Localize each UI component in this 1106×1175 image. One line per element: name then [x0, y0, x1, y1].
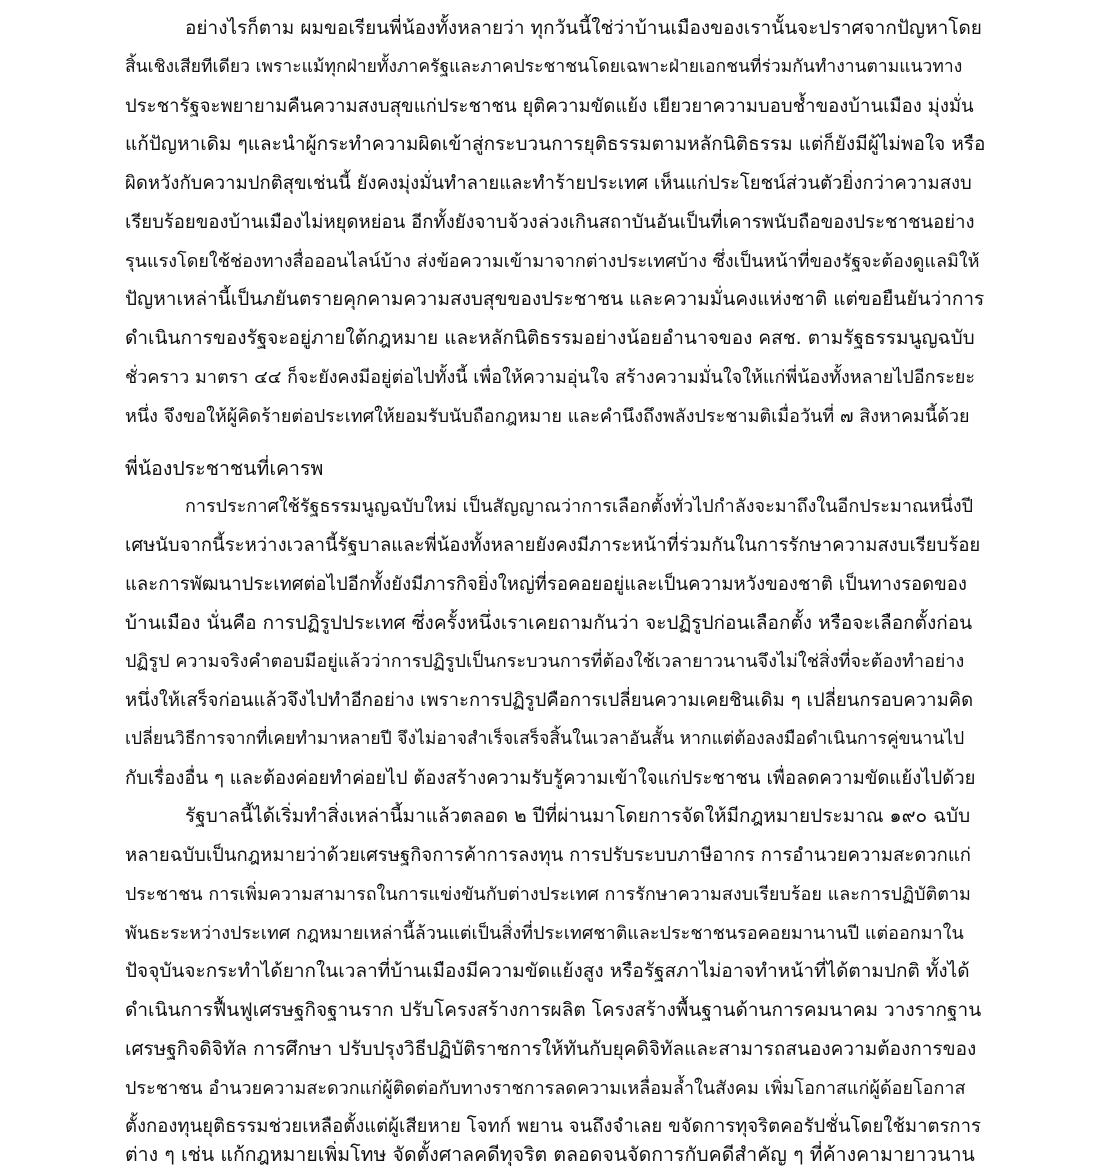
paragraph-3-line-1: รัฐบาลนี้ได้เริ่มทำสิ่งเหล่านี้มาแล้วตลอด ๒ ปีที่ผ่านมาโดยการจัดให้มีกฎหมายประมาณ ๑๙๐ ฉบับ — [185, 805, 971, 827]
paragraph-3-line-3: ประชาชน การเพิ่มความสามารถในการแข่งขันกับต่างประเทศ การรักษาความสงบเรียบร้อย และการปฏิบัติตาม — [125, 884, 971, 905]
paragraph-3-line-4: พันธะระหว่างประเทศ กฎหมายเหล่านี้ล้วนแต่เป็นสิ่งที่ประเทศชาติและประชาชนรอคอยมานานปี แต่ออกมาใน — [125, 923, 964, 944]
paragraph-3-line-5: ปัจจุบันจะกระทำได้ยากในเวลาที่บ้านเมืองมีความขัดแย้งสูง หรือรัฐสภาไม่อาจทำหน้าที่ได้ตามปกติ ทั้งได้ — [125, 960, 970, 982]
paragraph-2-line-7: เปลี่ยนวิธีการจากที่เคยทำมาหลายปี จึงไม่อาจสำเร็จเสร็จสิ้นในเวลาอันสั้น หากแต่ต้องลงมือดำเนินการคู่ขนานไป — [125, 729, 965, 749]
paragraph-1-line-7: รุนแรงโดยใช้ช่องทางสื่อออนไลน์บ้าง ส่งข้อความเข้ามาจากต่างประเทศบ้าง ซึ่งเป็นหน้าที่ของรัฐจะต้องดูแลมิให้ — [125, 251, 980, 272]
paragraph-3-line-6: ดำเนินการฟื้นฟูเศรษฐกิจฐานราก ปรับโครงสร้างการผลิต โครงสร้างพื้นฐานด้านการคมนาคม วางรากฐาน — [125, 999, 982, 1021]
paragraph-3-line-7: เศรษฐกิจดิจิทัล การศึกษา ปรับปรุงวิธีปฏิบัติราชการให้ทันกับยุคดิจิทัลและสามารถสนองความต้องการของ — [125, 1038, 977, 1060]
paragraph-1-line-8: ปัญหาเหล่านี้เป็นภยันตรายคุกคามความสงบสุขของประชาชน และความมั่นคงแห่งชาติ แต่ขอยืนยันว่าการ — [125, 288, 985, 310]
paragraph-2-line-4: บ้านเมือง นั่นคือ การปฏิรูปประเทศ ซึ่งครั้งหนึ่งเราเคยถามกันว่า จะปฏิรูปก่อนเลือกตั้ง หรือจะเลือกตั้งก่อน — [125, 612, 973, 634]
paragraph-1-line-5: ผิดหวังกับความปกติสุขเช่นนี้ ยังคงมุ่งมั่นทำลายและทำร้ายประเทศ เห็นแก่ประโยชน์ส่วนตัวยิ่งกว่าความสงบ — [125, 173, 972, 194]
paragraph-1-line-1: อย่างไรก็ตาม ผมขอเรียนพี่น้องทั้งหลายว่า ทุกวันนี้ใช่ว่าบ้านเมืองของเรานั้นจะปราศจากปัญหาโดย — [185, 17, 982, 39]
paragraph-2-line-1: การประกาศใช้รัฐธรรมนูญฉบับใหม่ เป็นสัญญาณว่าการเลือกตั้งทั่วไปกำลังจะมาถึงในอีกประมาณหนึ่งปี — [185, 496, 974, 517]
paragraph-1-line-6: เรียบร้อยของบ้านเมืองไม่หยุดหย่อน อีกทั้งยังจาบจ้วงล่วงเกินสถาบันอันเป็นที่เคารพนับถือของประชาชนอย่าง — [125, 212, 975, 233]
paragraph-2-line-2: เศษนับจากนี้ระหว่างเวลานี้รัฐบาลและพี่น้องทั้งหลายยังคงมีภาระหน้าที่ร่วมกันในการรักษาความสงบเรียบร้อย — [125, 535, 981, 556]
paragraph-3-line-9: ตั้งกองทุนยุติธรรมช่วยเหลือตั้งแต่ผู้เสียหาย โจทก์ พยาน จนถึงจำเลย ขจัดการทุจริตคอรัปชั่นโดยใช้มาตรการ — [125, 1116, 981, 1137]
paragraph-1-line-3: ประชารัฐจะพยายามคืนความสงบสุขแก่ประชาชน ยุติความขัดแย้ง เยียวยาความบอบช้ำของบ้านเมือง มุ่งมั่น — [125, 96, 974, 117]
paragraph-3-line-2: หลายฉบับเป็นกฎหมายว่าด้วยเศรษฐกิจการค้าการลงทุน การปรับระบบภาษีอากร การอำนวยความสะดวกแก่ — [125, 845, 971, 866]
paragraph-1-line-4: แก้ปัญหาเดิม ๆและนำผู้กระทำความผิดเข้าสู่กระบวนการยุติธรรมตามหลักนิติธรรม แต่ก็ยังมีผู้ไม่พอใจ หรือ — [125, 133, 985, 155]
paragraph-1-line-11: หนึ่ง จึงขอให้ผู้คิดร้ายต่อประเทศให้ยอมรับนับถือกฎหมาย และคำนึงถึงพลังประชามติเมื่อวันที่ ๗ สิงหาคมนี้ด้วย — [125, 406, 970, 427]
paragraph-2-line-3: และการพัฒนาประเทศต่อไปอีกทั้งยังมีภารกิจยิ่งใหญ่ที่รอคอยอยู่และเป็นความหวังของชาติ เป็นทางรอดของ — [125, 574, 967, 595]
paragraph-1-line-10: ชั่วคราว มาตรา ๔๔ ก็จะยังคงมีอยู่ต่อไปทั้งนี้ เพื่อให้ความอุ่นใจ สร้างความมั่นใจให้แก่พี่น้องทั้งหลายไปอีกระยะ — [125, 367, 976, 388]
paragraph-3-line-8: ประชาชน อำนวยความสะดวกแก่ผู้ติดต่อกับทางราชการลดความเหลื่อมล้ำในสังคม เพิ่มโอกาสแก่ผู้ด้อยโอกาส — [125, 1078, 966, 1099]
paragraph-2-line-8: กับเรื่องอื่น ๆ และต้องค่อยทำค่อยไป ต้องสร้างความรับรู้ความเข้าใจแก่ประชาชน เพื่อลดความขัดแย้งไปด้วย — [125, 768, 976, 789]
salutation: พี่น้องประชาชนที่เคารพ — [125, 457, 324, 480]
paragraph-3-line-10: ต่าง ๆ เช่น แก้กฎหมายเพิ่มโทษ จัดตั้งศาลคดีทุจริต ตลอดจนจัดการกับคดีสำคัญ ๆ ที่ค้างคามายาวนาน — [125, 1143, 975, 1166]
paragraph-2-line-6: หนึ่งให้เสร็จก่อนแล้วจึงไปทำอีกอย่าง เพราะการปฏิรูปคือการเปลี่ยนความเคยชินเดิม ๆ เปลี่ยนกรอบความคิด — [125, 690, 974, 711]
paragraph-2-line-5: ปฏิรูป ความจริงคำตอบมีอยู่แล้วว่าการปฏิรูปเป็นกระบวนการที่ต้องใช้เวลายาวนานจึงไม่ใช่สิ่งที่จะต้องทำอย่าง — [125, 651, 965, 672]
paragraph-1-line-2: สิ้นเชิงเสียทีเดียว เพราะแม้ทุกฝ่ายทั้งภาครัฐและภาคประชาชนโดยเฉพาะฝ่ายเอกชนที่ร่วมกันทำงานตามแนวทาง — [125, 57, 963, 77]
paragraph-1-line-9: ดำเนินการของรัฐจะอยู่ภายใต้กฎหมาย และหลักนิติธรรมอย่างน้อยอำนาจของ คสช. ตามรัฐธรรมนูญฉบับ — [125, 327, 975, 349]
